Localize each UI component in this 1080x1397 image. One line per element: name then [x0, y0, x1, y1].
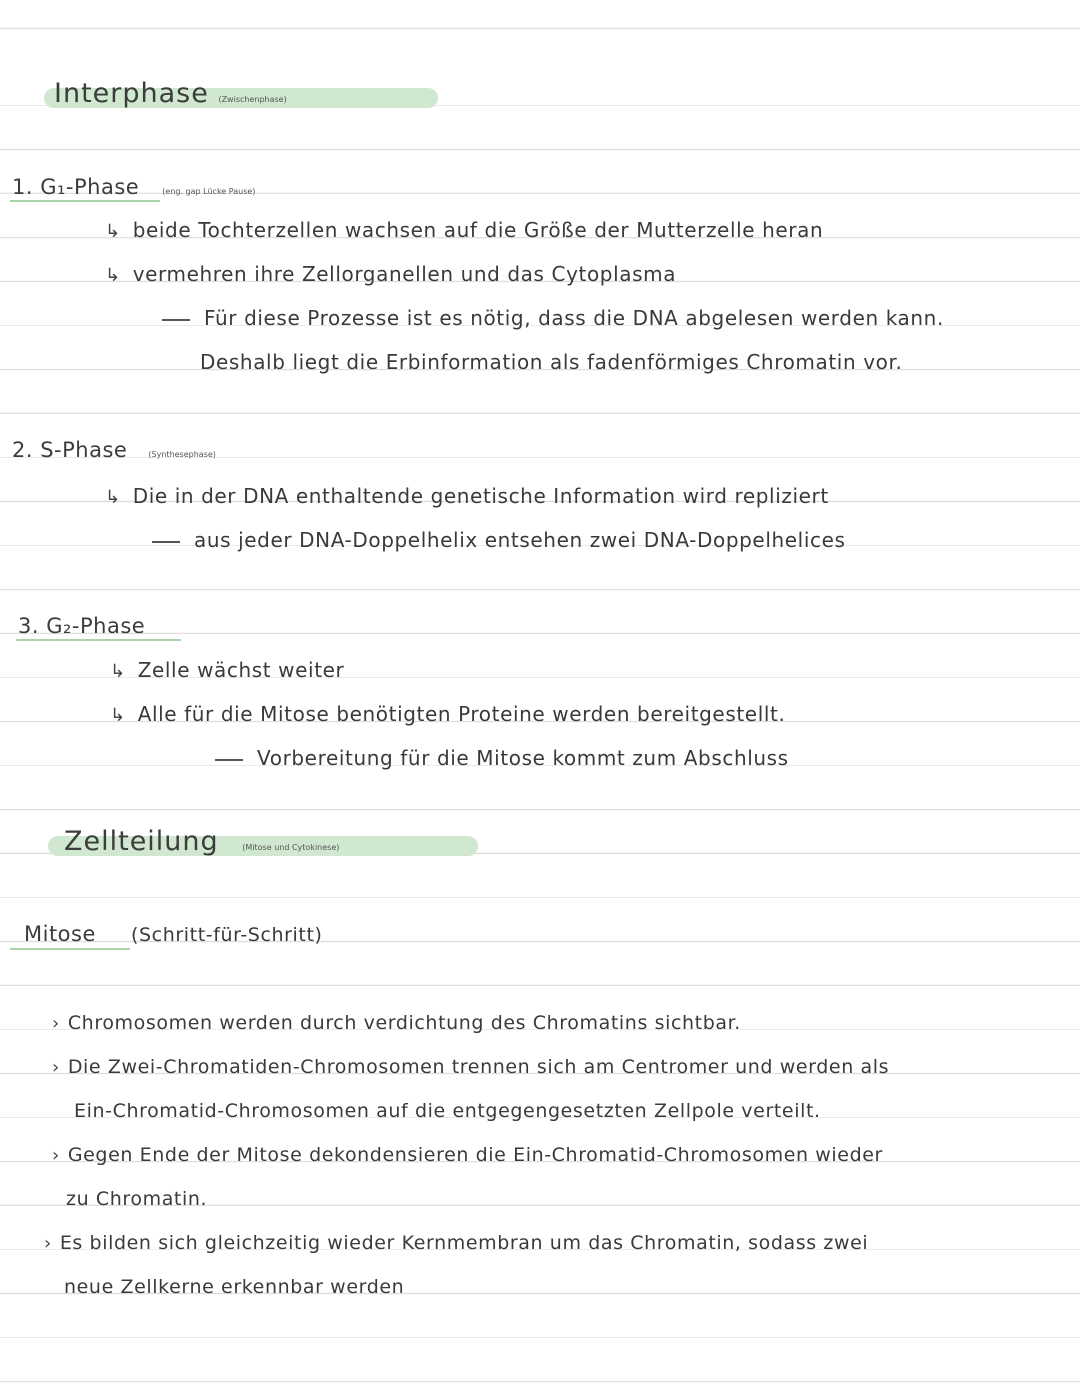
bullet-icon: › — [44, 1233, 52, 1254]
arrow-icon: ↳ — [110, 661, 126, 682]
arrow-icon: ↳ — [110, 705, 126, 726]
bullet-icon: › — [52, 1145, 60, 1166]
arrow-icon: ↳ — [105, 265, 121, 286]
heading-text: Zellteilung — [64, 826, 219, 857]
bullet-line: › Es bilden sich gleichzeitig wieder Kernmembran um das Chromatin, sodass zwei — [44, 1232, 869, 1254]
dash-icon — [215, 759, 243, 761]
bullet-icon: › — [52, 1013, 60, 1034]
text-line: ↳ Zelle wächst weiter — [110, 658, 345, 682]
phase-title: 2. S-Phase — [12, 438, 128, 462]
subheading-underline — [10, 948, 130, 950]
text-line: neue Zellkerne erkennbar werden — [64, 1276, 405, 1298]
phase-title: 1. G₁-Phase — [12, 175, 140, 199]
phase-note: (Synthesephase) — [148, 450, 216, 459]
heading-note: (Zwischenphase) — [218, 95, 287, 104]
heading-text: Interphase — [54, 78, 209, 109]
heading-note: (Mitose und Cytokinese) — [242, 843, 340, 852]
subheading-title: Mitose — [24, 922, 96, 946]
phase-heading-g1 — [12, 175, 255, 199]
subheading-note: (Schritt-für-Schritt) — [131, 924, 323, 946]
phase-underline — [16, 639, 181, 641]
phase-underline — [10, 200, 160, 202]
bullet-line: › Gegen Ende der Mitose dekondensieren die Ein-Chromatid-Chromosomen wieder — [52, 1144, 883, 1166]
dash-icon — [152, 541, 180, 543]
text-line: aus jeder DNA-Doppelhelix entsehen zwei DNA-Doppelhelices — [152, 528, 846, 552]
text-line: ↳ beide Tochterzellen wachsen auf die Größe der Mutterzelle heran — [105, 218, 824, 242]
text-line: Vorbereitung für die Mitose kommt zum Abschluss — [215, 746, 789, 770]
bullet-line: › Chromosomen werden durch verdichtung des Chromatins sichtbar. — [52, 1012, 741, 1034]
arrow-icon: ↳ — [105, 487, 121, 508]
text-line: Ein-Chromatid-Chromosomen auf die entgegengesetzten Zellpole verteilt. — [74, 1100, 821, 1122]
section-heading-interphase — [54, 78, 287, 109]
text-line: Deshalb liegt die Erbinformation als fadenförmiges Chromatin vor. — [200, 350, 903, 374]
dash-icon — [162, 319, 190, 321]
text-line: ↳ vermehren ihre Zellorganellen und das Cytoplasma — [105, 262, 677, 286]
phase-title: 3. G₂-Phase — [18, 614, 146, 638]
phase-note: (eng. gap Lücke Pause) — [162, 187, 256, 196]
subheading-mitose — [24, 922, 323, 946]
text-line: zu Chromatin. — [66, 1188, 208, 1210]
text-line: Für diese Prozesse ist es nötig, dass die DNA abgelesen werden kann. — [162, 306, 944, 330]
phase-heading-s — [12, 438, 216, 462]
arrow-icon: ↳ — [105, 221, 121, 242]
text-line: ↳ Alle für die Mitose benötigten Proteine werden bereitgestellt. — [110, 702, 786, 726]
bullet-icon: › — [52, 1057, 60, 1078]
text-line: ↳ Die in der DNA enthaltende genetische Information wird repliziert — [105, 484, 829, 508]
section-heading-zellteilung — [64, 826, 339, 857]
phase-heading-g2 — [18, 614, 145, 638]
bullet-line: › Die Zwei-Chromatiden-Chromosomen trennen sich am Centromer und werden als — [52, 1056, 890, 1078]
